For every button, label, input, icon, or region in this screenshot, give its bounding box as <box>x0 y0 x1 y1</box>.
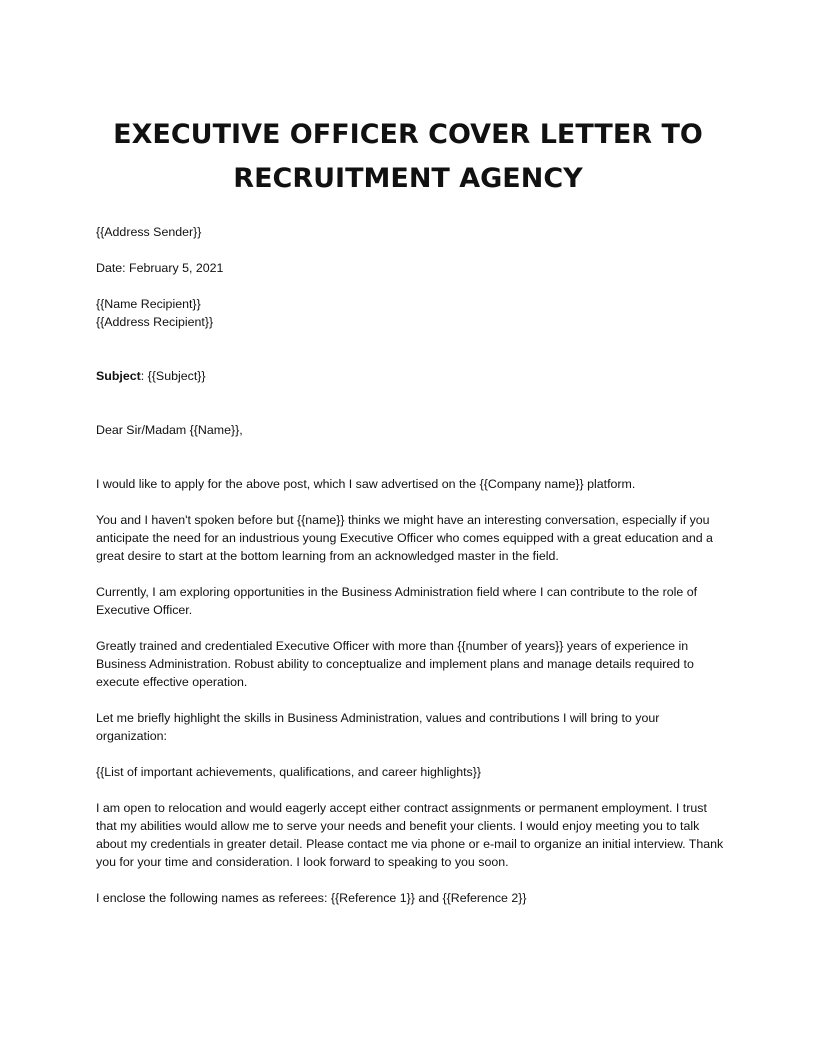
letter-date: Date: February 5, 2021 <box>96 261 224 275</box>
name-recipient: {{Name Recipient}} <box>96 297 201 311</box>
paragraph-6: {{List of important achievements, qualifications, and career highlights}} <box>96 765 482 779</box>
address-sender: {{Address Sender}} <box>96 225 202 239</box>
paragraph-5: Let me briefly highlight the skills in Business Administration, values and contributions I will bring to your organization: <box>96 711 660 743</box>
paragraph-3: Currently, I am exploring opportunities in the Business Administration field where I can contribute to the role of Executive Officer. <box>96 585 698 617</box>
paragraph-7: I am open to relocation and would eagerly accept either contract assignments or permanent employment. I trust that my abilities would allow me to serve your needs and benefit your clients. I would enjoy meeting you to talk about my credentials in greater detail. Please contact me via phone or e-mail to organize an initial interview. Thank you for your time and consideration. I look forward to speaking to you soon. <box>96 801 724 869</box>
paragraph-1: I would like to apply for the above post, which I saw advertised on the {{Company name}} platform. <box>96 477 636 491</box>
paragraph-4: Greatly trained and credentialed Executive Officer with more than {{number of years}} years of experience in Business Administration. Robust ability to conceptualize and implement plans and manage details required to execute effective operation. <box>96 639 694 689</box>
document-title: EXECUTIVE OFFICER COVER LETTER TO RECRUITMENT AGENCY <box>113 119 703 194</box>
letter-body <box>96 223 726 907</box>
subject-line <box>96 367 726 385</box>
subject-value: : {{Subject}} <box>140 369 206 383</box>
paragraph-8: I enclose the following names as referees: {{Reference 1}} and {{Reference 2}} <box>96 891 527 905</box>
salutation: Dear Sir/Madam {{Name}}, <box>96 423 243 437</box>
paragraph-2: You and I haven't spoken before but {{name}} thinks we might have an interesting conversation, especially if you anticipate the need for an industrious young Executive Officer who comes equipped with a great education and a great desire to start at the bottom learning from an acknowledged master in the field. <box>96 513 713 563</box>
address-recipient: {{Address Recipient}} <box>96 315 214 329</box>
subject-label: Subject <box>96 369 141 383</box>
